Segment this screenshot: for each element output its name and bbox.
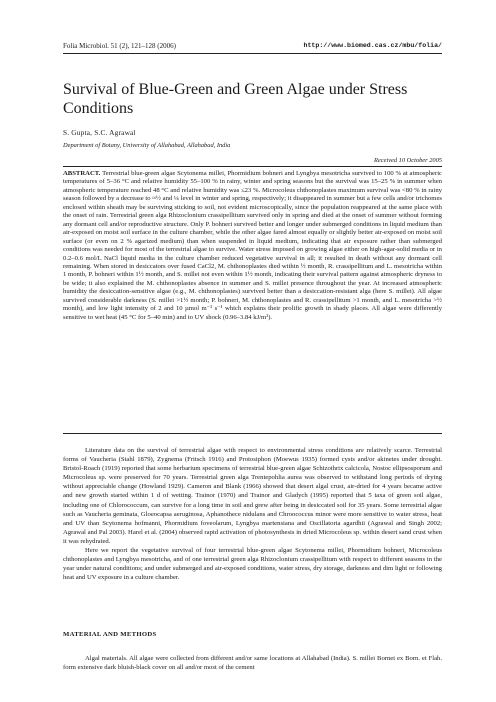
section-heading: MATERIAL AND METHODS: [63, 631, 157, 638]
abstract-label: ABSTRACT.: [63, 170, 101, 177]
article-title: Survival of Blue-Green and Green Algae under Stress Conditions: [63, 81, 408, 117]
received-date: Received 10 October 2005: [374, 157, 442, 164]
header-rule: [63, 53, 442, 54]
methods-paragraph-1: Algal materials. All algae were collected from different and/or same locations at Allahabad (India). S. millei Bornet ex Born. et Flah. form extensive dark bluish-black cover on all and/or most of the cement: [63, 655, 442, 672]
journal-citation: Folia Microbiol. 51 (2), 121–128 (2006): [63, 42, 176, 50]
abstract-bottom-rule: [63, 433, 442, 434]
authors: S. Gupta, S.C. Agrawal: [63, 128, 136, 137]
abstract-top-rule: [63, 166, 442, 167]
intro-paragraph-1: Literature data on the survival of terrestrial algae with respect to environmental stress conditions are relatively scarce. Terrestrial forms of Vaucheria (Stahl 1879), Zygnema (Fritsch 1916) and Protosiphon (Moewus 1935) formed cysts and/or akinetes under drought. Bristol-Roach (1919) reported that some herbarium specimens of terrestrial blue-green algae Schizothrix calcicola, Nostoc ellipsosporum and Microcoleus sp. were preserved for 70 years. Terrestrial green alga Trentepohlia aurea was observed to withstand long periods of drying without appreciable change (Howland 1929). Cameron and Blank (1966) showed that desert algal crust, air-dried for 4 years became active and new growth started within 1 d of wetting. Trainor (1970) and Trainor and Gladych (1995) reported that 5 taxa of green soil algae, including one of Chlorococcum, can survive for a long time in soil and grew after being in desiccated soil for 35 years. Some terrestrial algae such as Vaucheria geminata, Gloeocapsa aeruginosa, Aphanothece nidulans and Chroococcus minor were more sensitive to water stress, heat and UV than Scytonema hofmanni, Phormidium foveolarum, Lyngbya martensiana and Oscillatoria agardhii (Agrawal and Singh 2002; Agrawal and Pal 2003). Harel et al. (2004) observed rapid activation of photosynthesis in dried Microcoleus sp. within desert sand crust when it was rehydrated.: [63, 447, 442, 545]
affiliation: Department of Botany, University of Allahabad, Allahabad, India: [63, 142, 231, 149]
intro-paragraph-2: Here we report the vegetative survival of four terrestrial blue-green algae Scytonema millei, Phormidium bohneri, Microcoleus chthonoplastes and Lyngbya mesotricha, and of one terrestrial green alga Rhizoclonium crassipellitum with respect to different seasons in the year under natural conditions; and under submerged and air-exposed conditions, water stress, dry storage, darkness and dim light or following heat and UV exposure in a culture chamber.: [63, 547, 442, 582]
introduction: [63, 446, 442, 582]
abstract: [63, 170, 442, 322]
methods: [63, 654, 442, 672]
journal-url[interactable]: http://www.biomed.cas.cz/mbu/folia/: [303, 42, 442, 49]
abstract-text: Terrestrial blue-green algae Scytonema millei, Phormidium bohneri and Lyngbya mesotricha survived to 100 % at atmospheric temperatures of 5–36 °C and relative humidity 55–100 % in rainy, winter and spring seasons but the survival was 15–25 % in summer when atmospheric temperature reached 48 °C and relative humidity was ≤23 %. Microcoleus chthonoplastes maximum survival was <80 % in rainy season followed by a decrease to ≈½ and ¼ level in winter and spring, respectively; it disappeared in summer but a few cells and/or trichomes enclosed within sheath may be surviving sticking to soil, not evident microscopically, since the population reappeared at the same place with the onset of rain. Terrestrial green alga Rhizoclonium crassipellitum survived only in spring and died at the onset of summer without forming any dormant cell and/or reproductive structure. Only P. bohneri survived better and longer under submerged conditions in liquid medium than air-exposed on moist soil surface in the culture chamber, while the other algae fared almost equally or slightly better air-exposed on moist soil surface (or even on 2 % agarized medium) than when suspended in liquid medium, indicating that air exposure rather than submerged conditions was needed for most of the terrestrial algae to survive. Water stress imposed on growing algae either on high-agar-solid media or in 0.2–0.6 mol/L NaCl liquid media in the culture chamber reduced vegetative survival in all; it resulted in death without any dormant cell remaining. When stored in desiccators over fused CaCl2, M. chthonoplastes died within ½ month, R. crassipellitum and L. mesotricha within 1 month, P. bohneri within 1½ month, and S. millei not even within 1½ month, indicating their survival pattern against atmospheric dryness to be wide; it also explained the M. chthonoplastes absence in summer and S. millei presence throughout the year. At increased atmospheric humidity the desiccation-sensitive algae (e.g., M. chthonoplastes) survived better than a desiccation-resistant alga (here S. millei). All algae survived considerable darkness (S. millei >1½ month; P. bohneri, M. chthonoplastes and R. crassipellitum >1 month, and L. mesotricha >½ month), and low light intensity of 2 and 10 µmol m⁻² s⁻¹ which explains their prolific growth in shady places. All algae were differently sensitive to wet heat (45 °C for 5–40 min) and to UV shock (0.96–3.84 kJ/m²).: [63, 170, 443, 321]
running-header: [63, 42, 442, 50]
